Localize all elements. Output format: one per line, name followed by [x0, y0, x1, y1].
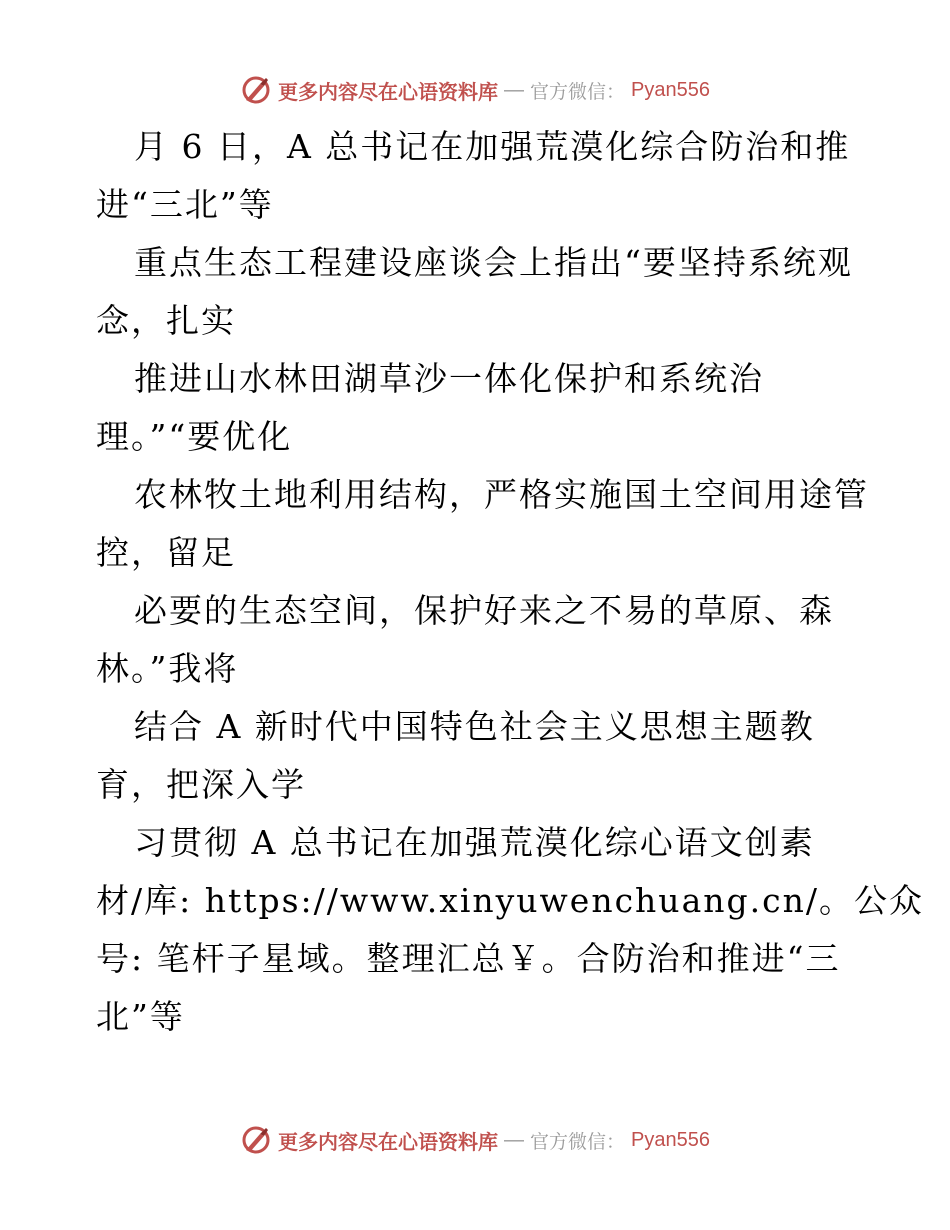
- wechat-id: Pyan556: [631, 78, 710, 101]
- text-line: 育，把深入学: [96, 765, 306, 804]
- brand-text: 更多内容尽在心语资料库: [278, 1129, 498, 1154]
- header-banner: [0, 70, 950, 110]
- wechat-id: Pyan556: [631, 1128, 710, 1151]
- text-line: 结合 A 新时代中国特色社会主义思想主题教: [134, 707, 815, 746]
- text-line: 进“三北”等: [96, 185, 274, 224]
- text-line: 理。”“要优化: [96, 417, 293, 456]
- text-line: 重点生态工程建设座谈会上指出“要坚持系统观: [134, 243, 853, 282]
- document-body: [96, 118, 924, 1046]
- text-line: 推进山水林田湖草沙一体化保护和系统治: [134, 359, 764, 398]
- text-line: 林。”我将: [96, 649, 239, 688]
- text-line: 号: 笔杆子星域。整理汇总￥。合防治和推进“三: [96, 939, 841, 978]
- pen-logo-icon: [240, 74, 272, 106]
- text-line: 北”等: [96, 997, 185, 1036]
- banner-dash: —: [504, 78, 524, 101]
- text-line: 月 6 日，A 总书记在加强荒漠化综合防治和推: [134, 127, 851, 166]
- text-line: 材/库: https://www.xinyuwenchuang.cn/。公众: [96, 881, 924, 920]
- footer-banner: [0, 1120, 950, 1160]
- wechat-label: 官方微信：: [530, 80, 626, 103]
- text-line: 控，留足: [96, 533, 236, 572]
- text-line: 必要的生态空间，保护好来之不易的草原、森: [134, 591, 834, 630]
- wechat-label: 官方微信：: [530, 1130, 626, 1153]
- banner-dash: —: [504, 1128, 524, 1151]
- text-line: 农林牧土地利用结构，严格实施国土空间用途管: [134, 475, 869, 514]
- text-line: 习贯彻 A 总书记在加强荒漠化综心语文创素: [134, 823, 815, 862]
- brand-text: 更多内容尽在心语资料库: [278, 79, 498, 104]
- pen-logo-icon: [240, 1124, 272, 1156]
- text-line: 念，扎实: [96, 301, 236, 340]
